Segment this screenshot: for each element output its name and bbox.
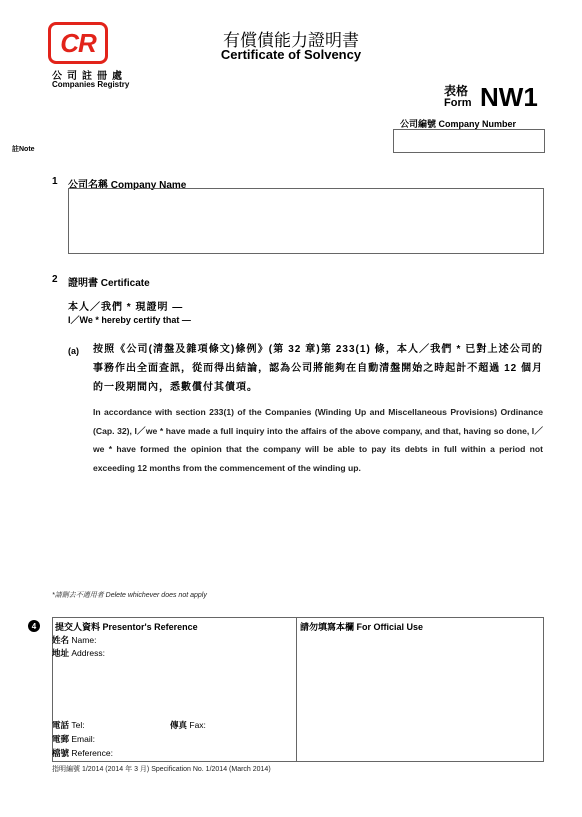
reference-label-zh: 檔號 xyxy=(52,748,70,758)
name-label-zh: 姓名 xyxy=(52,635,70,645)
name-label-en: Name: xyxy=(71,635,97,645)
section-4-number: 4 xyxy=(28,620,40,632)
form-label-en: Form xyxy=(444,97,472,109)
paragraph-a-zh: 按照《公司(清盤及雜項條文)條例》(第 32 章)第 233(1) 條，本人／我們 * 已對上述公司的事務作出全面查訊，從而得出結論，認為公司將能夠在自動清盤開始之時起計不超過 12 個月的一段期間內，悉數償付其債項。 xyxy=(93,344,543,393)
specification-footer: 指明編號 1/2014 (2014 年 3 月) Specification No. 1/2014 (March 2014) xyxy=(52,766,271,773)
logo-text: CR xyxy=(60,27,96,58)
address-label-zh: 地址 xyxy=(52,648,70,658)
form-code: NW1 xyxy=(480,82,538,112)
email-label-en: Email: xyxy=(71,734,96,744)
fax-label-zh: 傳真 xyxy=(170,720,188,730)
presentor-name-field[interactable] xyxy=(52,634,96,646)
form-title-zh: 有償債能力證明書 xyxy=(223,31,359,51)
official-use-title: 請勿填寫本欄 For Official Use xyxy=(300,622,424,632)
delete-note: *請刪去不適用者 Delete whichever does not apply xyxy=(52,592,207,599)
section-2-number: 2 xyxy=(52,274,58,285)
paragraph-a-label: (a) xyxy=(68,346,79,356)
paragraph-a-en: In accordance with section 233(1) of the Companies (Winding Up and Miscellaneous Provisions) Ordinance (Cap. 32), I／we * have made a full inquiry into the affairs of the above company, and that, having so done, I／we * have formed the opinion that the company will be able to pay its debts in full within a period not exceeding 12 months from the commencement of the winding up. xyxy=(93,407,543,473)
email-label-zh: 電郵 xyxy=(52,734,70,744)
note-label: 註Note xyxy=(12,146,35,153)
form-title-en: Certificate of Solvency xyxy=(220,47,362,62)
tel-label-zh: 電話 xyxy=(52,720,70,730)
address-label-en: Address: xyxy=(71,648,105,658)
company-number-field[interactable] xyxy=(393,129,545,153)
box-divider xyxy=(296,617,297,761)
section-2-title: 證明書 Certificate xyxy=(68,278,150,289)
company-name-field[interactable] xyxy=(68,188,544,254)
company-number-label: 公司編號 Company Number xyxy=(400,119,517,129)
section-1-number: 1 xyxy=(52,176,58,187)
presentor-email-field[interactable] xyxy=(52,733,95,745)
presentor-tel-field[interactable] xyxy=(52,719,85,731)
presentor-fax-field[interactable] xyxy=(170,719,206,731)
form-label-zh: 表格 xyxy=(444,84,469,98)
registry-name-en: Companies Registry xyxy=(52,80,130,89)
fax-label-en: Fax: xyxy=(189,720,206,730)
presentor-title: 提交人資料 Presentor's Reference xyxy=(55,622,198,632)
certify-statement-en: I／We * hereby certify that — xyxy=(68,315,191,325)
registry-name-zh: 公司註冊處 xyxy=(52,71,127,82)
reference-label-en: Reference: xyxy=(71,748,113,758)
presentor-reference-field[interactable] xyxy=(52,747,113,759)
presentor-address-field[interactable] xyxy=(52,647,105,659)
section-1-title: 公司名稱 Company Name xyxy=(68,180,187,191)
presentor-reference-box xyxy=(52,617,544,762)
certify-statement-zh: 本人／我們 * 現證明 — xyxy=(68,302,184,313)
tel-label-en: Tel: xyxy=(71,720,85,730)
